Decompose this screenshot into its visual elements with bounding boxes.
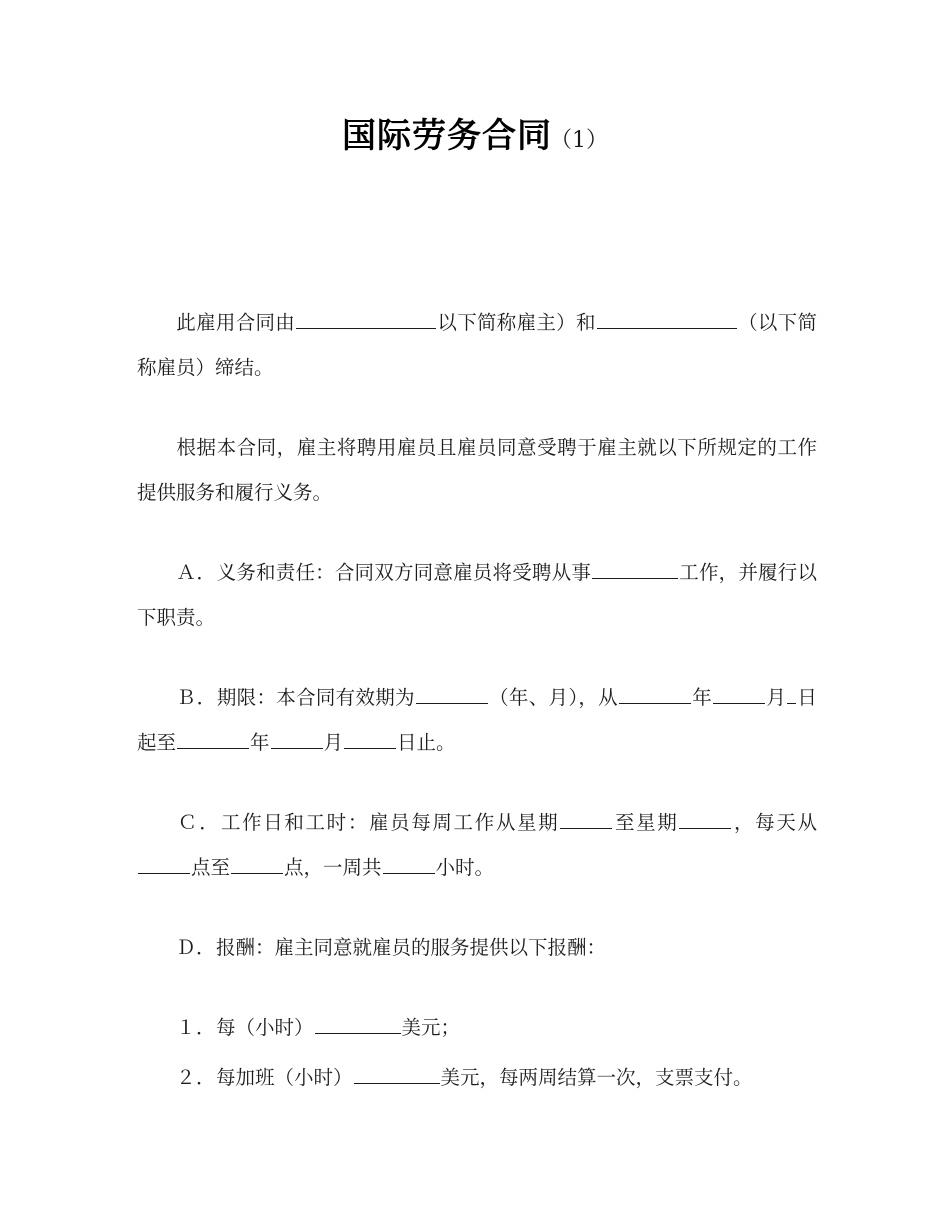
section-c-text-6: 小时。 — [435, 856, 495, 879]
blank-start-month[interactable] — [713, 686, 765, 704]
paragraph-purpose — [137, 425, 817, 515]
page-title-suffix: （1） — [550, 128, 608, 153]
section-b-text-2: （年、月），从 — [488, 686, 618, 709]
section-b-text-5: 日起至 — [137, 686, 817, 754]
page-title-main: 国际劳务合同 — [342, 116, 552, 156]
blank-weekday-from[interactable] — [560, 811, 612, 829]
blank-start-year[interactable] — [619, 686, 691, 704]
compensation-item-2 — [137, 1055, 817, 1100]
section-c-text-1: 工作日和工时：雇员每周工作从星期 — [220, 811, 560, 834]
section-c-hours — [137, 800, 817, 890]
blank-hour-from[interactable] — [138, 856, 190, 874]
purpose-text: 根据本合同，雇主将聘用雇员且雇员同意受聘于雇主就以下所规定的工作提供服务和履行义务。 — [137, 436, 817, 504]
paragraph-parties — [137, 300, 817, 390]
section-a-text-1: 义务和责任：合同双方同意雇员将受聘从事 — [216, 561, 592, 584]
blank-term-duration[interactable] — [416, 686, 488, 704]
section-c-text-5: 点，一周共 — [284, 856, 382, 879]
section-c-label: Ｃ． — [176, 811, 221, 834]
section-a-text-2: 工作，并履行以下职责。 — [137, 561, 817, 629]
section-b-text-6: 年 — [250, 731, 270, 754]
blank-job-position[interactable] — [592, 561, 678, 579]
blank-end-month[interactable] — [271, 731, 323, 749]
item-2-text-1: 每加班（小时） — [216, 1066, 353, 1089]
section-d-label: Ｄ． — [176, 936, 217, 959]
item-1-label: １． — [176, 1016, 217, 1039]
item-1-text-2: 美元； — [401, 1016, 461, 1039]
document-body — [137, 300, 817, 1100]
section-c-text-2: 至星期 — [613, 811, 679, 834]
section-c-text-4: 点至 — [191, 856, 231, 879]
compensation-item-1 — [137, 1005, 817, 1050]
blank-weekly-hours[interactable] — [383, 856, 435, 874]
item-2-label: ２． — [176, 1066, 217, 1089]
section-d-text: 报酬：雇主同意就雇员的服务提供以下报酬： — [216, 936, 607, 959]
section-c-text-3: ，每天从 — [732, 811, 817, 834]
blank-hour-to[interactable] — [231, 856, 283, 874]
section-a-label: Ａ． — [176, 561, 217, 584]
section-d-compensation — [137, 925, 817, 970]
page-title — [0, 108, 950, 157]
blank-end-year[interactable] — [177, 731, 249, 749]
section-b-term — [137, 675, 817, 765]
blank-weekday-to[interactable] — [679, 811, 731, 829]
item-2-text-2: 美元，每两周结算一次，支票支付。 — [440, 1066, 753, 1089]
blank-overtime-rate[interactable] — [354, 1066, 440, 1084]
parties-text-1: 此雇用合同由 — [176, 311, 296, 334]
blank-hourly-rate[interactable] — [315, 1016, 401, 1034]
blank-end-day[interactable] — [344, 731, 396, 749]
blank-employer-name[interactable] — [296, 311, 436, 329]
blank-employee-name[interactable] — [597, 311, 737, 329]
section-b-text-7: 月 — [323, 731, 344, 754]
section-b-text-3: 年 — [691, 686, 713, 709]
section-b-text-4: 月 — [766, 686, 787, 709]
parties-text-3: （以下简称雇员）缔结。 — [137, 311, 817, 379]
blank-start-day[interactable] — [787, 686, 796, 704]
section-b-label: Ｂ． — [176, 686, 217, 709]
section-b-text-1: 期限：本合同有效期为 — [216, 686, 415, 709]
section-b-text-8: 日止。 — [397, 731, 456, 754]
item-1-text-1: 每（小时） — [216, 1016, 314, 1039]
parties-text-2: 以下简称雇主）和 — [437, 311, 596, 334]
section-a-duties — [137, 550, 817, 640]
